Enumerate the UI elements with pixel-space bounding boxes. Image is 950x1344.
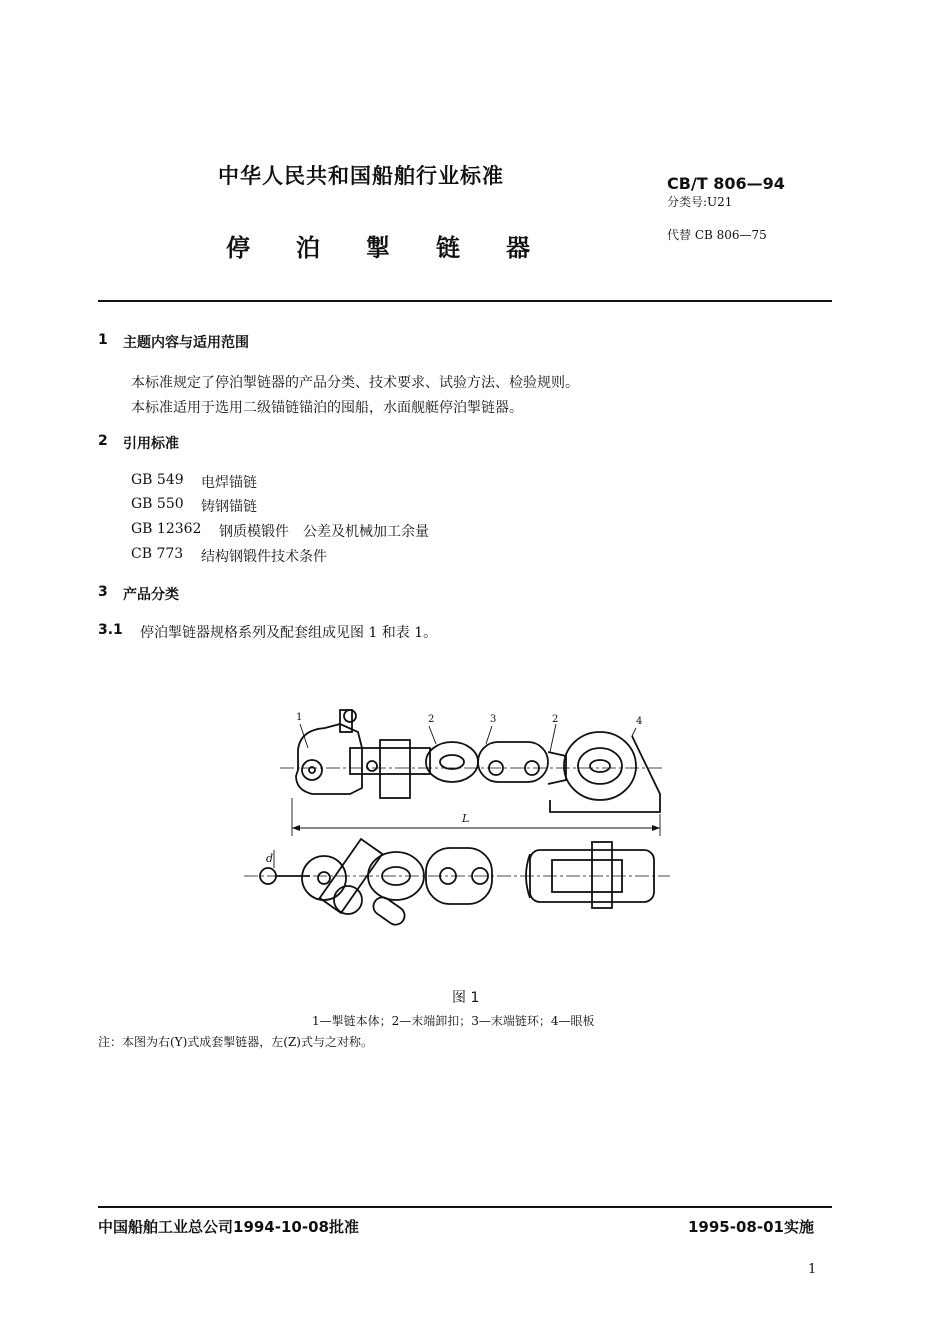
figure-label: 1: [296, 712, 303, 723]
reference-name: 电焊锚链: [201, 475, 257, 491]
page-number: 1: [808, 1262, 817, 1277]
product-title-char: 掣: [366, 234, 390, 262]
section-1-title: 主题内容与适用范围: [123, 335, 249, 351]
implementation-date: 1995-08-01实施: [688, 1218, 814, 1236]
section-2-number: 2: [98, 433, 108, 449]
figure-label: 2: [552, 714, 559, 725]
replaces-standard: 代替 CB 806—75: [667, 228, 767, 242]
subsection-3-1-number: 3.1: [98, 622, 123, 638]
approval-date: 中国船舶工业总公司1994-10-08批准: [98, 1218, 359, 1236]
footer-rule: [98, 1206, 832, 1208]
figure-label: 3: [490, 714, 497, 725]
figure-caption: 图 1: [452, 990, 480, 1006]
dimension-L: L: [462, 812, 470, 825]
section-1-number: 1: [98, 332, 108, 348]
subsection-3-1-text: 停泊掣链器规格系列及配套组成见图 1 和表 1。: [140, 625, 438, 641]
standard-title: 中华人民共和国船舶行业标准: [218, 164, 504, 188]
section-2-title: 引用标准: [123, 436, 179, 452]
product-title-char: 链: [436, 234, 460, 262]
product-title: [226, 228, 576, 263]
reference-name: 铸钢锚链: [201, 499, 257, 515]
product-title-char: 停: [226, 234, 250, 262]
figure-1-drawing: [240, 690, 680, 950]
classification-number: 分类号:U21: [667, 195, 733, 209]
reference-code: GB 550: [131, 496, 184, 512]
section-3-title: 产品分类: [123, 587, 179, 603]
reference-name: 结构钢锻件技术条件: [201, 549, 327, 565]
product-title-char: 器: [506, 234, 530, 262]
reference-code: CB 773: [131, 546, 184, 562]
reference-code: GB 549: [131, 472, 184, 488]
section-1-paragraph: 本标准规定了停泊掣链器的产品分类、技术要求、试验方法、检验规则。: [131, 375, 579, 391]
figure-label: 2: [428, 714, 435, 725]
section-1-paragraph: 本标准适用于选用二级锚链锚泊的囤船，水面舰艇停泊掣链器。: [131, 400, 523, 416]
section-3-number: 3: [98, 584, 108, 600]
figure-note: 注：本图为右(Y)式成套掣链器，左(Z)式与之对称。: [98, 1035, 373, 1049]
dimension-d: d: [266, 852, 274, 865]
figure-legend: 1—掣链本体；2—末端卸扣；3—末端链环；4—眼板: [312, 1014, 595, 1028]
reference-code: GB 12362: [131, 521, 202, 537]
header-rule: [98, 300, 832, 302]
product-title-char: 泊: [296, 234, 320, 262]
standard-code: CB/T 806—94: [667, 174, 785, 193]
reference-name: 钢质模锻件 公差及机械加工余量: [219, 524, 429, 540]
figure-label: 4: [636, 716, 643, 727]
